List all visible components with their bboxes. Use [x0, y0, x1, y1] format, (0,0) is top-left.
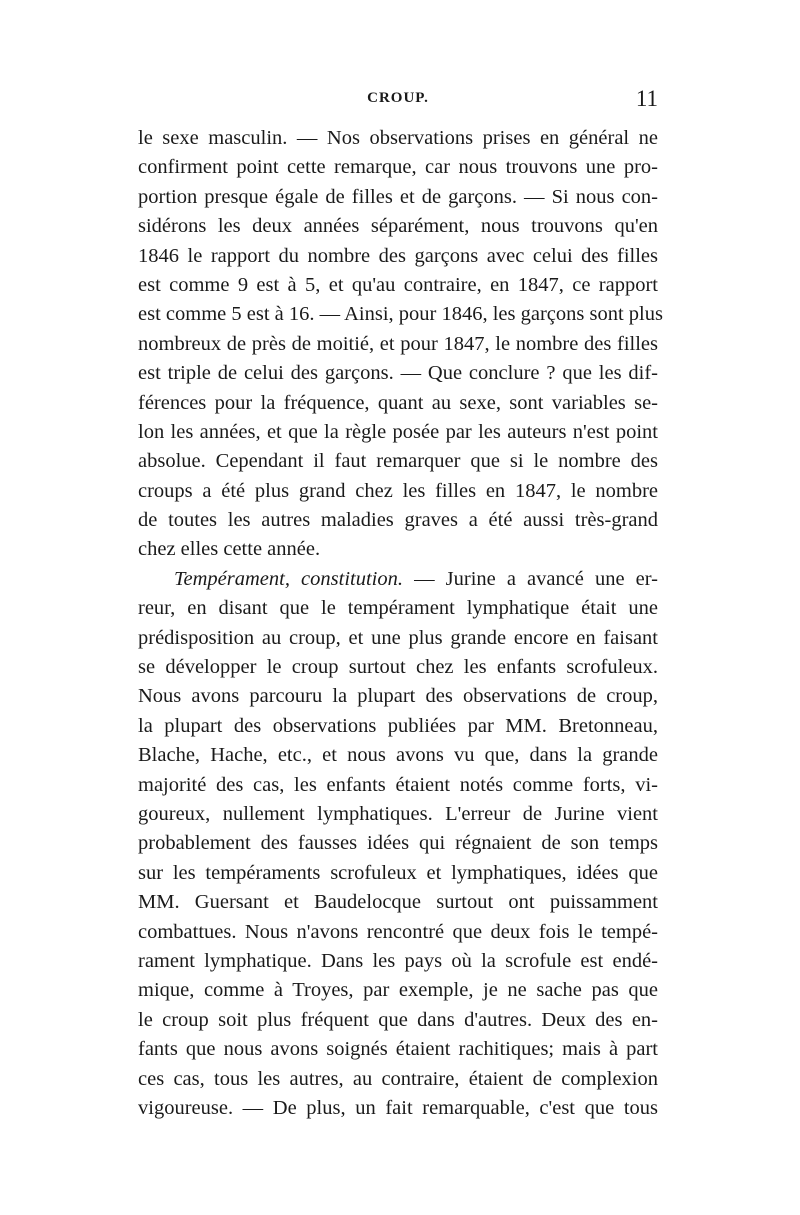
running-title: CROUP. — [367, 90, 429, 106]
text-line: ces cas, tous les autres, au contraire, étaient de complexion — [138, 1067, 658, 1090]
text-line: le croup soit plus fréquent que dans d'autres. Deux des en- — [138, 1008, 658, 1031]
text-line — [138, 565, 658, 594]
text-line: probablement des fausses idées qui régnaient de son temps — [138, 832, 658, 855]
text-line: nombreux de près de moitié, et pour 1847, le nombre des filles — [138, 332, 658, 355]
text-line: fants que nous avons soignés étaient rachitiques; mais à part — [138, 1038, 658, 1061]
text-line: Blache, Hache, etc., et nous avons vu que, dans la grande — [138, 744, 658, 767]
text-line: vigoureuse. — De plus, un fait remarquable, c'est que tous — [138, 1096, 658, 1119]
text-line: sidérons les deux années séparément, nous trouvons qu'en — [138, 215, 658, 238]
text-line: prédisposition au croup, et une plus grande encore en faisant — [138, 626, 658, 649]
text-line: croups a été plus grand chez les filles en 1847, le nombre — [138, 479, 658, 502]
text-line: rament lymphatique. Dans les pays où la scrofule est endé- — [138, 949, 658, 972]
text-line: confirment point cette remarque, car nous trouvons une pro- — [138, 156, 658, 179]
text-line: est triple de celui des garçons. — Que conclure ? que les dif- — [138, 362, 658, 385]
paragraph-sex — [138, 124, 663, 565]
text-line: est comme 5 est à 16. — Ainsi, pour 1846, les garçons sont plus — [138, 303, 663, 326]
page-header — [138, 86, 658, 120]
text-line: est comme 9 est à 5, et qu'au contraire, en 1847, ce rapport — [138, 273, 658, 296]
text-line: de toutes les autres maladies graves a été aussi très-grand — [138, 509, 658, 532]
text-line: la plupart des observations publiées par MM. Bretonneau, — [138, 714, 658, 737]
text-line: MM. Guersant et Baudelocque surtout ont puissamment — [138, 891, 658, 914]
text-line: le sexe masculin. — Nos observations prises en général ne — [138, 127, 658, 149]
section-heading: Tempérament, constitution. — [174, 567, 403, 590]
text-line: férences pour la fréquence, quant au sexe, sont variables se- — [138, 391, 658, 414]
text-line: sur les tempéraments scrofuleux et lymphatiques, idées que — [138, 861, 658, 884]
text-line: reur, en disant que le tempérament lymphatique était une — [138, 597, 658, 620]
text-line: se développer le croup surtout chez les enfants scrofuleux. — [138, 656, 658, 679]
paragraph-temperament — [138, 565, 658, 1123]
text-line: 1846 le rapport du nombre des garçons avec celui des filles — [138, 244, 658, 267]
body-text — [138, 124, 663, 1123]
heading-continuation: — Jurine a avancé une er- — [402, 567, 658, 590]
page-number: 11 — [635, 86, 658, 111]
text-line: chez elles cette année. — [138, 538, 321, 561]
text-line: portion presque égale de filles et de garçons. — Si nous con- — [138, 185, 658, 208]
text-line: combattues. Nous n'avons rencontré que deux fois le tempé- — [138, 920, 658, 943]
text-line: majorité des cas, les enfants étaient notés comme forts, vi- — [138, 773, 658, 796]
text-line: absolue. Cependant il faut remarquer que si le nombre des — [138, 450, 658, 473]
text-line: mique, comme à Troyes, par exemple, je ne sache pas que — [138, 979, 658, 1002]
text-line: lon les années, et que la règle posée par les auteurs n'est point — [138, 420, 658, 443]
text-line: goureux, nullement lymphatiques. L'erreur de Jurine vient — [138, 802, 658, 825]
text-line: Nous avons parcouru la plupart des observations de croup, — [138, 685, 658, 708]
